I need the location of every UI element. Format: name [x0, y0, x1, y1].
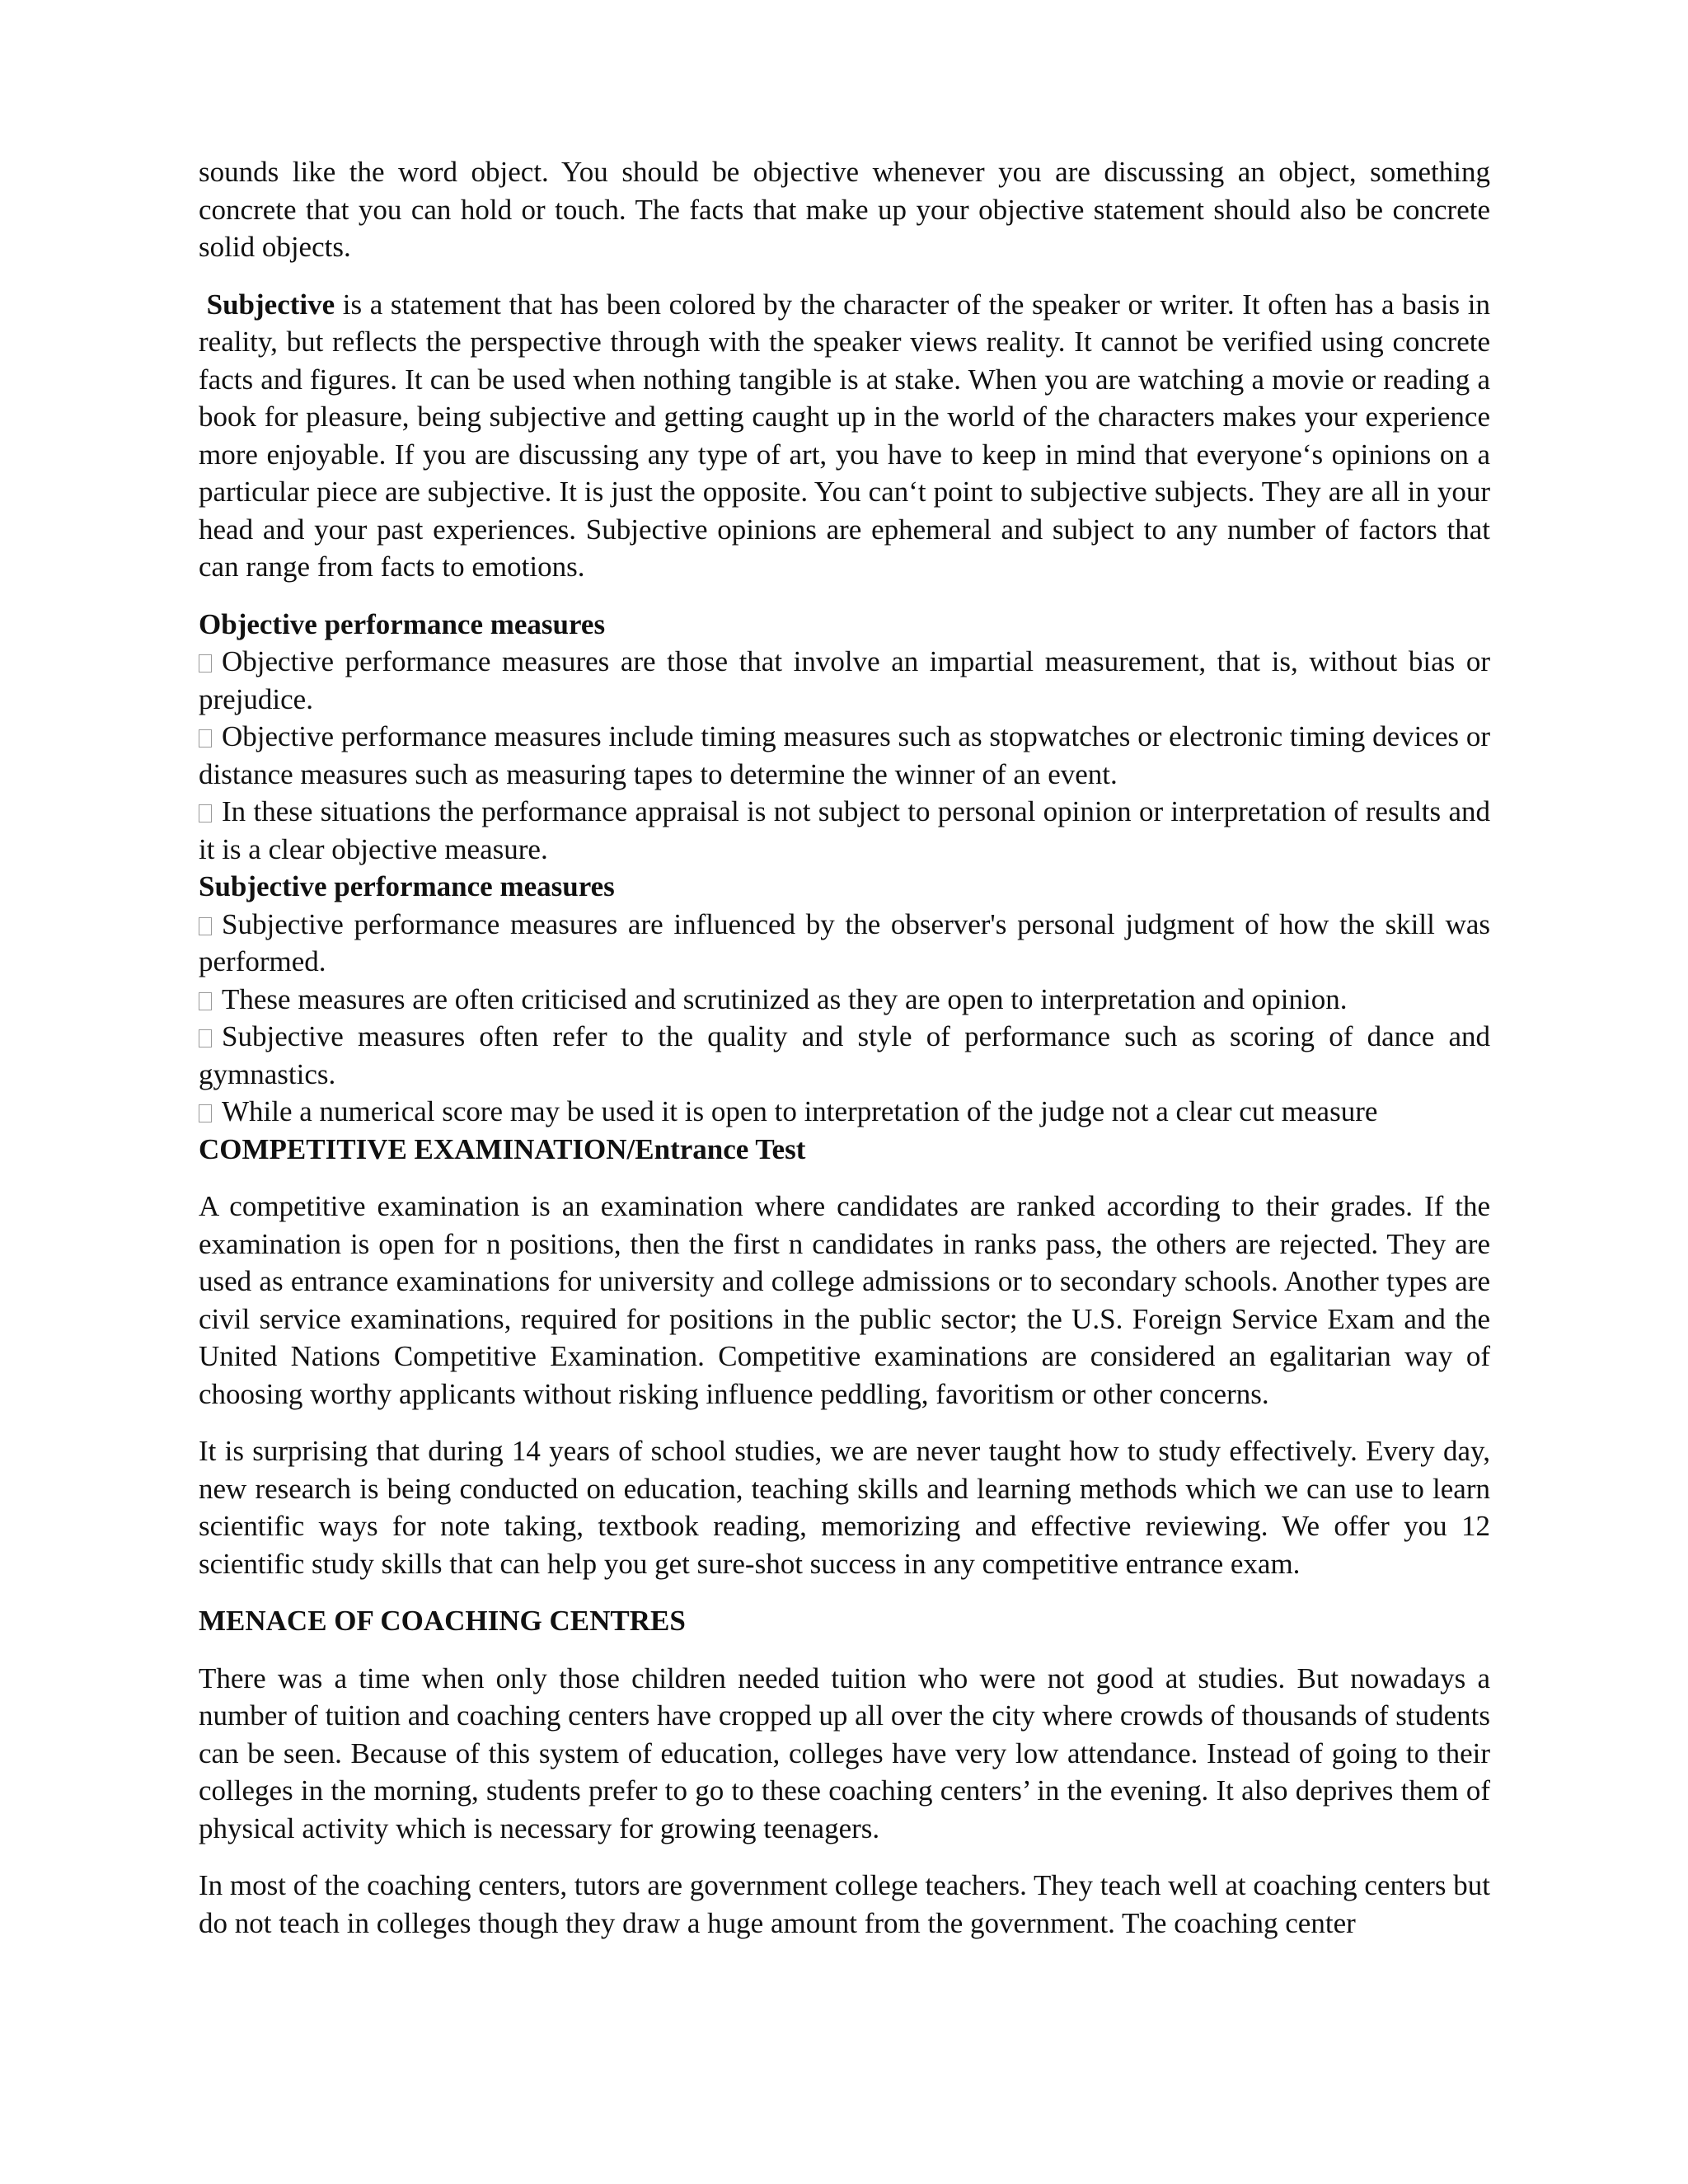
heading-objective-measures: Objective performance measures	[199, 607, 606, 640]
list-item: In these situations the performance appraisal is not subject to personal opinion or interpretation of results and it is a clear objective measure.	[199, 795, 1490, 865]
paragraph-coaching-tuition: There was a time when only those children needed tuition who were not good at studies. But nowadays a number of tuition and coaching centers have cropped up all over the city where crowds of thousands of students can be seen. Because of this system of education, colleges have very low attendance. Instead of going to their colleges in the morning, students prefer to go to these coaching centers’ in the evening. It also deprives them of physical activity which is necessary for growing teenagers.	[199, 1661, 1490, 1844]
paragraph-subjective-definition	[199, 286, 1490, 586]
bullet-box-icon	[199, 1104, 212, 1122]
bullet-box-icon	[199, 1029, 212, 1047]
heading-competitive-examination: COMPETITIVE EXAMINATION/Entrance Test	[199, 1132, 806, 1165]
bullet-box-icon	[199, 804, 212, 823]
paragraph-competitive-definition: A competitive examination is an examination where candidates are ranked according to their grades. If the examination is open for n positions, then the first n candidates in ranks pass, the others are rejected. They are used as entrance examinations for university and college admissions or to secondary schools. Another types are civil service examinations, required for positions in the public sector; the U.S. Foreign Service Exam and the United Nations Competitive Examination. Competitive examinations are considered an egalitarian way of choosing worthy applicants without risking influence peddling, favoritism or other concerns.	[199, 1190, 1490, 1410]
list-item: Subjective measures often refer to the quality and style of performance such as scoring of dance and gymnastics.	[199, 1020, 1490, 1090]
paragraph-study-skills: It is surprising that during 14 years of school studies, we are never taught how to study effectively. Every day, new research is being conducted on education, teaching skills and learning methods which we can use to learn scientific ways for note taking, textbook reading, memorizing and effective reviewing. We offer you 12 scientific study skills that can help you get sure-shot success in any competitive entrance exam.	[199, 1435, 1490, 1580]
subjective-term: Subjective	[206, 288, 335, 321]
document-page	[199, 153, 1490, 1942]
subjective-definition-text: is a statement that has been colored by the character of the speaker or writer. It often has a basis in reality, but reflects the perspective through with the speaker views reality. It cannot be verified using concrete facts and figures. It can be used when nothing tangible is at stake. When you are watching a movie or reading a book for pleasure, being subjective and getting caught up in the world of the characters makes your experience more enjoyable. If you are discussing any type of art, you have to keep in mind that everyone‘s opinions on a particular piece are subjective. It is just the opposite. You can‘t point to subjective subjects. They are all in your head and your past experiences. Subjective opinions are ephemeral and subject to any number of factors that can range from facts to emotions.	[199, 288, 1491, 583]
paragraph-objective-intro: sounds like the word object. You should be objective whenever you are discussing an object, something concrete that you can hold or touch. The facts that make up your objective statement should also be concrete solid objects.	[199, 156, 1490, 263]
bullet-box-icon	[199, 917, 212, 935]
bullet-box-icon	[199, 729, 212, 748]
bullet-box-icon	[199, 992, 212, 1010]
heading-coaching-centres: MENACE OF COACHING CENTRES	[199, 1605, 686, 1637]
list-item: While a numerical score may be used it is open to interpretation of the judge not a clear cut measure	[199, 1093, 1490, 1131]
list-item: Subjective performance measures are influenced by the observer's personal judgment of how the skill was performed.	[199, 907, 1490, 977]
heading-subjective-measures: Subjective performance measures	[199, 870, 615, 902]
list-item: Objective performance measures include timing measures such as stopwatches or electronic timing devices or distance measures such as measuring tapes to determine the winner of an event.	[199, 720, 1490, 790]
list-item: Objective performance measures are those that involve an impartial measurement, that is, without bias or prejudice.	[199, 645, 1490, 715]
paragraph-coaching-tutors: In most of the coaching centers, tutors are government college teachers. They teach well at coaching centers but do not teach in colleges though they draw a huge amount from the government. The coaching center	[199, 1869, 1490, 1939]
bullet-box-icon	[199, 654, 212, 673]
list-item: These measures are often criticised and scrutinized as they are open to interpretation and opinion.	[199, 981, 1490, 1019]
